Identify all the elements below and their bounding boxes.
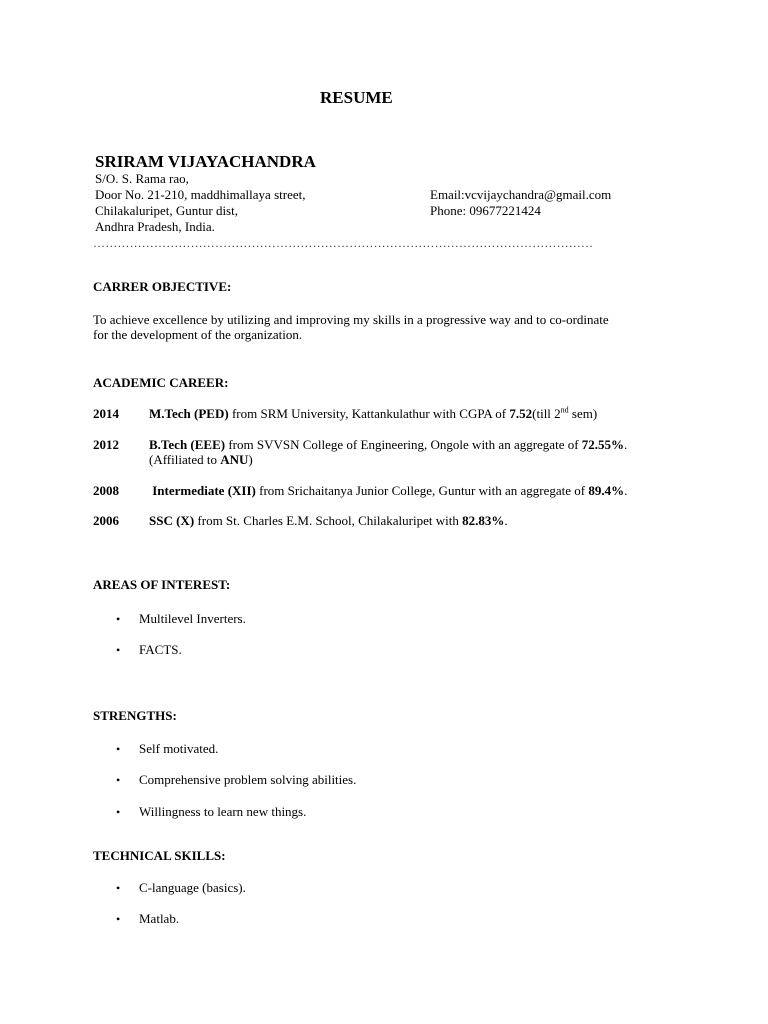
- academic-entry: [93, 483, 627, 499]
- list-item: [116, 911, 179, 927]
- address-line: Chilakaluripet, Guntur dist,: [95, 203, 238, 218]
- resume-title: RESUME: [320, 88, 393, 107]
- academic-entry: [93, 513, 508, 529]
- bullet-icon: •: [116, 805, 121, 819]
- academic-year: 2008: [93, 483, 119, 498]
- academic-degree: Intermediate (XII): [149, 483, 256, 498]
- list-item-text: Matlab.: [139, 911, 180, 926]
- list-item-text: Willingness to learn new things.: [139, 804, 307, 819]
- list-item-text: FACTS.: [139, 642, 182, 657]
- address-line: S/O. S. Rama rao,: [95, 171, 189, 186]
- affiliation-text: (Affiliated to: [149, 452, 221, 467]
- academic-year: 2012: [93, 437, 119, 452]
- academic-tail-end: sem): [568, 406, 598, 421]
- contact-block: [430, 187, 611, 219]
- candidate-name: SRIRAM VIJAYACHANDRA: [95, 152, 316, 171]
- academic-score: 72.55%: [581, 437, 625, 452]
- academic-tail: .: [624, 437, 628, 452]
- academic-detail: from SVVSN College of Engineering, Ongole with an aggregate of: [225, 437, 582, 452]
- academic-entry: [93, 406, 597, 422]
- strengths-heading: STRENGTHS:: [93, 708, 177, 723]
- list-item-text: Multilevel Inverters.: [139, 611, 246, 626]
- list-item-text: C-language (basics).: [139, 880, 246, 895]
- list-item: [116, 804, 306, 820]
- affiliation-close: ): [248, 452, 253, 467]
- academic-heading: ACADEMIC CAREER:: [93, 375, 229, 390]
- affiliation-university: ANU: [220, 452, 249, 467]
- academic-tail: .: [624, 483, 628, 498]
- bullet-icon: •: [116, 742, 121, 756]
- academic-year: 2014: [93, 406, 119, 421]
- academic-entry-line-2: [149, 452, 253, 468]
- academic-degree: SSC (X): [149, 513, 195, 528]
- academic-detail: from St. Charles E.M. School, Chilakaluripet with: [194, 513, 463, 528]
- phone-text: Phone: 09677221424: [430, 203, 541, 218]
- bullet-icon: •: [116, 773, 121, 787]
- list-item: [116, 642, 182, 658]
- list-item-text: Self motivated.: [139, 741, 219, 756]
- academic-tail: .: [504, 513, 508, 528]
- interests-heading: AREAS OF INTEREST:: [93, 577, 231, 592]
- academic-detail: from SRM University, Kattankulathur with CGPA of: [228, 406, 510, 421]
- list-item: [116, 772, 356, 788]
- academic-entry: [93, 437, 627, 453]
- academic-degree: M.Tech (PED): [149, 406, 229, 421]
- address-line: Door No. 21-210, maddhimallaya street,: [95, 187, 306, 202]
- academic-degree: B.Tech (EEE): [149, 437, 226, 452]
- academic-score: 82.83%: [462, 513, 505, 528]
- bullet-icon: •: [116, 643, 121, 657]
- separator-line: ……………………………………………………………………………………………………………: [93, 236, 594, 250]
- bullet-icon: •: [116, 912, 121, 926]
- academic-tail: (till 2: [532, 406, 561, 421]
- email-text: Email:vcvijaychandra@gmail.com: [430, 187, 612, 202]
- address-block: [95, 171, 305, 235]
- ordinal-suffix: nd: [560, 405, 569, 415]
- academic-year: 2006: [93, 513, 119, 528]
- technical-heading: TECHNICAL SKILLS:: [93, 848, 226, 863]
- list-item: [116, 880, 246, 896]
- bullet-icon: •: [116, 881, 121, 895]
- list-item: [116, 741, 218, 757]
- objective-line-2: for the development of the organization.: [93, 327, 303, 342]
- list-item: [116, 611, 246, 627]
- objective-heading: CARRER OBJECTIVE:: [93, 279, 232, 294]
- objective-line-1: To achieve excellence by utilizing and improving my skills in a progressive way and to co-ordinate: [93, 312, 609, 327]
- academic-score: 7.52: [509, 406, 533, 421]
- academic-score: 89.4%: [588, 483, 625, 498]
- academic-detail: from Srichaitanya Junior College, Guntur with an aggregate of: [255, 483, 589, 498]
- bullet-icon: •: [116, 612, 121, 626]
- address-line: Andhra Pradesh, India.: [95, 219, 215, 234]
- list-item-text: Comprehensive problem solving abilities.: [139, 772, 357, 787]
